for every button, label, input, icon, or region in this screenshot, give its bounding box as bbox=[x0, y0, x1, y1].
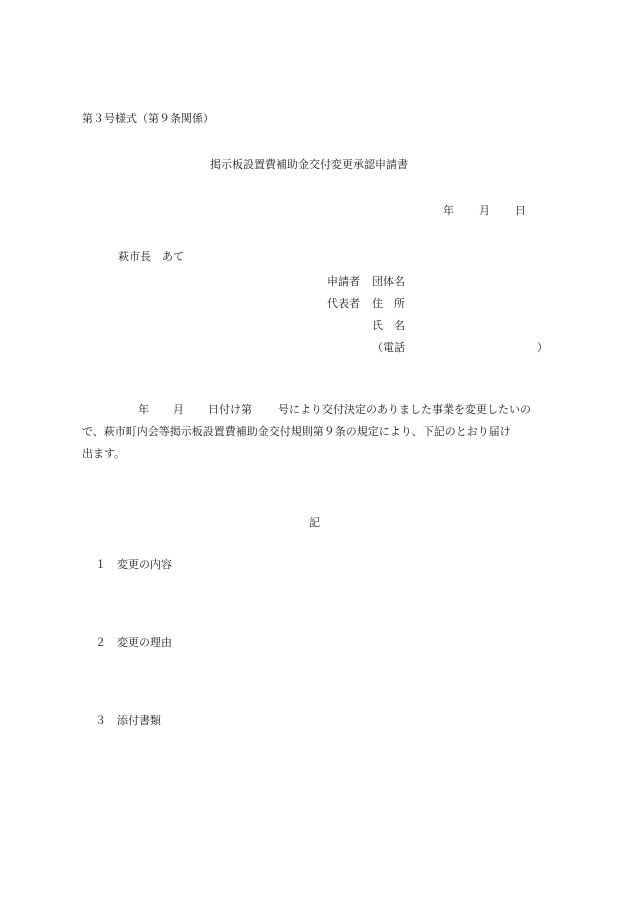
phone-label: （電話 bbox=[372, 341, 405, 354]
body-line-1 bbox=[82, 399, 552, 421]
list-item bbox=[95, 637, 172, 648]
phone-close-paren: ） bbox=[537, 341, 548, 354]
applicant-label: 申請者 bbox=[327, 275, 360, 288]
organization-name-label: 団体名 bbox=[372, 275, 405, 288]
item-label: 変更の内容 bbox=[117, 558, 172, 571]
body-day-suffix: 日付け第 bbox=[208, 403, 252, 416]
body-month-label: 月 bbox=[173, 403, 184, 416]
name-label: 氏 名 bbox=[372, 319, 405, 332]
address-label: 住 所 bbox=[372, 297, 405, 310]
date-year-label: 年 bbox=[443, 204, 454, 217]
document-title: 掲示板設置費補助金交付変更承認申請書 bbox=[210, 158, 408, 171]
item-number: ３ bbox=[95, 714, 106, 727]
date-day-label: 日 bbox=[515, 204, 526, 217]
body-line-2: で、萩市町内会等掲示板設置費補助金交付規則第９条の規定により、下記のとおり届け bbox=[82, 425, 511, 438]
item-number: １ bbox=[95, 558, 106, 571]
representative-label: 代表者 bbox=[327, 297, 360, 310]
list-item bbox=[95, 559, 172, 570]
date-month-label: 月 bbox=[479, 204, 490, 217]
body-line-3: 出ます。 bbox=[82, 447, 126, 460]
item-number: ２ bbox=[95, 636, 106, 649]
body-year-label: 年 bbox=[138, 403, 149, 416]
form-number: 第３号様式（第９条関係） bbox=[82, 112, 214, 125]
list-item bbox=[95, 715, 161, 726]
item-label: 添付書類 bbox=[117, 714, 161, 727]
item-label: 変更の理由 bbox=[117, 636, 172, 649]
body-line1-rest: 号により交付決定のありました事業を変更したいの bbox=[278, 403, 531, 416]
date-line bbox=[443, 205, 526, 216]
body-paragraph bbox=[82, 399, 552, 465]
ki-heading: 記 bbox=[309, 516, 320, 529]
addressee: 萩市長 あて bbox=[118, 250, 184, 263]
